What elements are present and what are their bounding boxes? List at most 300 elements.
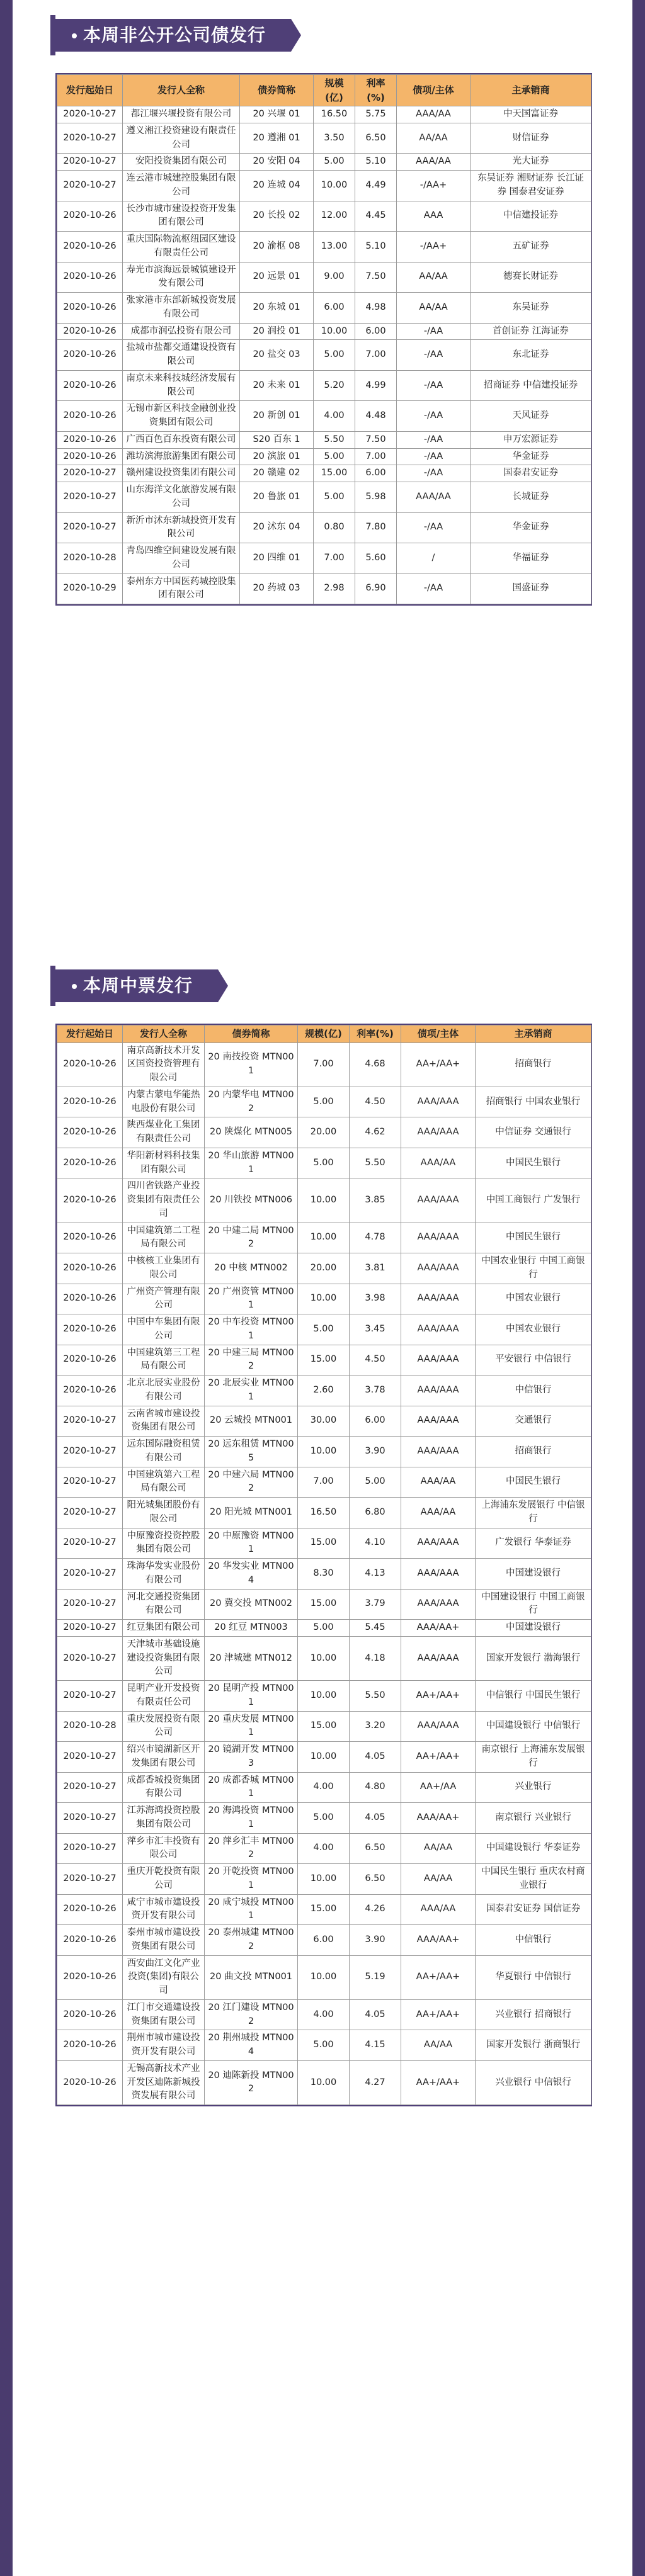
table-cell: 2.98	[314, 573, 355, 604]
table-row	[57, 1711, 591, 1742]
section-title: 本周中票发行	[55, 969, 218, 1002]
table-cell: 5.75	[355, 106, 397, 123]
table-cell: 南京银行 兴业银行	[476, 1803, 591, 1834]
table-cell: -/AA	[397, 431, 471, 448]
table-cell: 成都市润弘投资有限公司	[123, 323, 240, 340]
table-cell: 招商银行	[476, 1437, 591, 1467]
table-cell: 4.98	[355, 293, 397, 324]
table-cell: 20 迪陈新投 MTN002	[205, 2060, 298, 2104]
table-row	[57, 1955, 591, 1999]
table-cell: 20 内蒙华电 MTN002	[205, 1087, 298, 1117]
table-cell: 3.20	[350, 1711, 401, 1742]
table-cell: 20 江门建设 MTN002	[205, 1999, 298, 2030]
table-row	[57, 293, 591, 324]
table-cell: AA/AA	[401, 2030, 476, 2061]
table-row	[57, 573, 591, 604]
table-cell: 20 云城投 MTN001	[205, 1406, 298, 1437]
table-cell: -/AA	[397, 370, 471, 401]
table-cell: 9.00	[314, 262, 355, 293]
table-cell: 2020-10-27	[57, 1620, 123, 1637]
table-cell: 2020-10-26	[57, 1087, 123, 1117]
table-cell: 2020-10-26	[57, 1345, 123, 1376]
table-row	[57, 1314, 591, 1345]
table-cell: 天津城市基础设施建设投资集团有限公司	[123, 1636, 205, 1680]
table-cell: 20 北辰实业 MTN001	[205, 1376, 298, 1406]
table-cell: 2020-10-26	[57, 1042, 123, 1087]
table-cell: 华夏银行 中信银行	[476, 1955, 591, 1999]
table-cell: 南京银行 上海浦东发展银行	[476, 1742, 591, 1773]
table-cell: 5.45	[350, 1620, 401, 1637]
table-cell: 中国建设银行 中国工商银行	[476, 1589, 591, 1620]
table-row	[57, 1528, 591, 1559]
table-cell: 华阳新材料科技集团有限公司	[123, 1148, 205, 1178]
table-cell: 20 咸宁城投 MTN001	[205, 1894, 298, 1925]
column-header: 主承销商	[476, 1025, 591, 1043]
table-cell: 5.19	[350, 1955, 401, 1999]
table-cell: 张家港市东部新城投资发展有限公司	[123, 293, 240, 324]
table-cell: 6.00	[355, 465, 397, 482]
table-row	[57, 1042, 591, 1087]
table-cell: 5.00	[314, 154, 355, 171]
table-cell: 20 遵湘 01	[240, 123, 314, 154]
table-cell: 4.80	[350, 1772, 401, 1803]
table-cell: 2020-10-26	[57, 2030, 123, 2061]
table-cell: 15.00	[298, 1589, 350, 1620]
table-cell: 江门市交通建设投资集团有限公司	[123, 1999, 205, 2030]
table-cell: 20 中原豫资 MTN001	[205, 1528, 298, 1559]
table-cell: 东北证券	[471, 340, 591, 371]
table-cell: 国泰君安证券	[471, 465, 591, 482]
table-cell: AAA/AA	[397, 154, 471, 171]
table-cell: 20 连城 04	[240, 171, 314, 201]
table-cell: 2020-10-26	[57, 431, 123, 448]
table-cell: 重庆开乾投资有限公司	[123, 1864, 205, 1895]
table-cell: 10.00	[298, 2060, 350, 2104]
table-row	[57, 1894, 591, 1925]
table-cell: 中国建设银行	[476, 1620, 591, 1637]
table-cell: 中信证券 交通银行	[476, 1117, 591, 1148]
table-cell: 15.00	[298, 1894, 350, 1925]
column-header: 规模(亿)	[298, 1025, 350, 1043]
table-cell: 中国民生银行	[476, 1148, 591, 1178]
table-cell: 广州资产管理有限公司	[123, 1284, 205, 1314]
column-header: 利率(%)	[350, 1025, 401, 1043]
table-cell: AAA/AAA	[401, 1528, 476, 1559]
table-cell: 成都香城投资集团有限公司	[123, 1772, 205, 1803]
table-cell: 15.00	[298, 1711, 350, 1742]
table-cell: 20 成都香城 MTN001	[205, 1772, 298, 1803]
table-cell: 萍乡市汇丰投资有限公司	[123, 1833, 205, 1864]
table-cell: 3.81	[350, 1253, 401, 1284]
table-row	[57, 323, 591, 340]
table-cell: 6.00	[314, 293, 355, 324]
column-header: 发行起始日	[57, 1025, 123, 1043]
table-cell: 20 重庆发展 MTN001	[205, 1711, 298, 1742]
column-header: 利率(%)	[355, 75, 397, 106]
table-cell: 3.50	[314, 123, 355, 154]
left-frame-border	[0, 0, 13, 2576]
table-cell: 20 萍乡汇丰 MTN002	[205, 1833, 298, 1864]
table-cell: 中国民生银行	[476, 1223, 591, 1253]
table-row	[57, 401, 591, 432]
table-cell: -/AA	[397, 512, 471, 543]
table-cell: 5.50	[350, 1681, 401, 1712]
column-header: 债项/主体	[397, 75, 471, 106]
table-cell: AAA/AAA	[401, 1559, 476, 1590]
table-cell: 2020-10-27	[57, 106, 123, 123]
table-cell: 中信银行	[476, 1925, 591, 1956]
table-cell: 咸宁市城市建设投资开发有限公司	[123, 1894, 205, 1925]
table-cell: 泰州市城市建设投资集团有限公司	[123, 1925, 205, 1956]
table-cell: 青岛四维空间建设发展有限公司	[123, 543, 240, 574]
table-cell: 中国民生银行 重庆农村商业银行	[476, 1864, 591, 1895]
table-cell: 3.79	[350, 1589, 401, 1620]
table-cell: 5.00	[298, 1087, 350, 1117]
table-row	[57, 340, 591, 371]
table-cell: 中信银行 中国民生银行	[476, 1681, 591, 1712]
table-row	[57, 431, 591, 448]
table-cell: 5.00	[298, 1620, 350, 1637]
table-cell: 20 曲文投 MTN001	[205, 1955, 298, 1999]
table-cell: AAA/AAA	[401, 1711, 476, 1742]
table-cell: 4.48	[355, 401, 397, 432]
table-row	[57, 370, 591, 401]
table-cell: 10.00	[298, 1284, 350, 1314]
table-cell: 国家开发银行 渤海银行	[476, 1636, 591, 1680]
table-cell: 国盛证券	[471, 573, 591, 604]
table-cell: 20 沭东 04	[240, 512, 314, 543]
table-cell: 7.00	[355, 340, 397, 371]
table-cell: 16.50	[298, 1498, 350, 1528]
table-cell: 2020-10-26	[57, 293, 123, 324]
table-cell: 6.50	[355, 123, 397, 154]
table-row	[57, 262, 591, 293]
table-cell: 都江堰兴堰投资有限公司	[123, 106, 240, 123]
table-row	[57, 482, 591, 513]
table-cell: 2020-10-27	[57, 1833, 123, 1864]
table-cell: 6.00	[355, 323, 397, 340]
table-cell: 2020-10-27	[57, 465, 123, 482]
table-cell: 兴业银行 招商银行	[476, 1999, 591, 2030]
section-title: 本周非公开公司债发行	[55, 19, 291, 52]
table-cell: 长城证券	[471, 482, 591, 513]
table-cell: 20 海鸿投资 MTN001	[205, 1803, 298, 1834]
table-cell: 7.50	[355, 262, 397, 293]
table-cell: 20 荆州城投 MTN004	[205, 2030, 298, 2061]
table-cell: 13.00	[314, 232, 355, 263]
table-cell: -/AA	[397, 323, 471, 340]
table-cell: 20 冀交投 MTN002	[205, 1589, 298, 1620]
table-cell: 安阳投资集团有限公司	[123, 154, 240, 171]
table-cell: 3.78	[350, 1376, 401, 1406]
table-row	[57, 1803, 591, 1834]
table-cell: AAA/AA	[397, 106, 471, 123]
table-cell: 寿光市滨海远景城镇建设开发有限公司	[123, 262, 240, 293]
table-cell: 20 中建六局 MTN002	[205, 1467, 298, 1498]
table-cell: 中天国富证券	[471, 106, 591, 123]
table-cell: 10.00	[314, 323, 355, 340]
table-row	[57, 1925, 591, 1956]
table-cell: 4.13	[350, 1559, 401, 1590]
table-cell: 5.50	[314, 431, 355, 448]
table-cell: 4.10	[350, 1528, 401, 1559]
table-cell: AAA/AA	[401, 1498, 476, 1528]
table-row	[57, 1833, 591, 1864]
table-cell: AA+/AA+	[401, 1681, 476, 1712]
table-cell: S20 百东 1	[240, 431, 314, 448]
table-cell: 南京高新技术开发区国资投资管理有限公司	[123, 1042, 205, 1087]
table-cell: 10.00	[298, 1864, 350, 1895]
table-cell: 中国建设银行	[476, 1559, 591, 1590]
table-cell: 云南省城市建设投资集团有限公司	[123, 1406, 205, 1437]
table-cell: 国泰君安证券 国信证券	[476, 1894, 591, 1925]
table-row	[57, 1772, 591, 1803]
table-cell: 20 新创 01	[240, 401, 314, 432]
private-bond-table-box	[55, 73, 592, 606]
column-header: 发行人全称	[123, 1025, 205, 1043]
table-cell: 2020-10-27	[57, 1681, 123, 1712]
table-cell: 20 润投 01	[240, 323, 314, 340]
bullet-dot-icon	[72, 984, 77, 989]
private-bond-section	[55, 19, 592, 606]
table-row	[57, 1559, 591, 1590]
table-cell: AAA/AAA	[401, 1284, 476, 1314]
table-cell: 10.00	[298, 1742, 350, 1773]
table-cell: 2020-10-26	[57, 1284, 123, 1314]
column-header: 债券简称	[240, 75, 314, 106]
table-cell: AAA/AA+	[401, 1803, 476, 1834]
table-cell: 中国建筑第六工程局有限公司	[123, 1467, 205, 1498]
table-cell: 远东国际融资租赁有限公司	[123, 1437, 205, 1467]
table-cell: 2020-10-27	[57, 1772, 123, 1803]
table-row	[57, 1284, 591, 1314]
right-frame-border	[632, 0, 645, 2576]
table-cell: 5.50	[350, 1148, 401, 1178]
table-cell: 4.68	[350, 1042, 401, 1087]
table-cell: 2020-10-26	[57, 1376, 123, 1406]
table-cell: 2020-10-26	[57, 1925, 123, 1956]
table-cell: 兴业银行	[476, 1772, 591, 1803]
table-cell: 20 镜湖开发 MTN003	[205, 1742, 298, 1773]
table-cell: 中国民生银行	[476, 1467, 591, 1498]
table-cell: 15.00	[314, 465, 355, 482]
table-cell: 2020-10-27	[57, 1742, 123, 1773]
table-cell: AAA/AA	[397, 482, 471, 513]
table-row	[57, 1589, 591, 1620]
table-cell: 光大证券	[471, 154, 591, 171]
table-cell: 2020-10-27	[57, 1636, 123, 1680]
table-row	[57, 1253, 591, 1284]
table-cell: 7.00	[298, 1042, 350, 1087]
table-row	[57, 1636, 591, 1680]
table-cell: 中国工商银行 广发银行	[476, 1178, 591, 1223]
table-row	[57, 1620, 591, 1637]
column-header: 规模(亿)	[314, 75, 355, 106]
table-cell: 中国建设银行 中信银行	[476, 1711, 591, 1742]
table-cell: 20 昆明产投 MTN001	[205, 1681, 298, 1712]
table-cell: 10.00	[298, 1437, 350, 1467]
table-cell: 2020-10-26	[57, 232, 123, 263]
table-cell: 2020-10-29	[57, 573, 123, 604]
table-cell: 10.00	[298, 1178, 350, 1223]
table-cell: 2020-10-27	[57, 1589, 123, 1620]
table-cell: 4.05	[350, 1742, 401, 1773]
table-cell: 20 中核 MTN002	[205, 1253, 298, 1284]
table-cell: 15.00	[298, 1528, 350, 1559]
table-cell: -/AA	[397, 401, 471, 432]
table-cell: -/AA+	[397, 232, 471, 263]
table-row	[57, 1376, 591, 1406]
table-cell: 2020-10-26	[57, 340, 123, 371]
table-cell: 12.00	[314, 201, 355, 232]
table-cell: 2020-10-26	[57, 1148, 123, 1178]
table-cell: AAA/AAA	[401, 1345, 476, 1376]
table-row	[57, 2060, 591, 2104]
table-cell: 天风证券	[471, 401, 591, 432]
table-row	[57, 123, 591, 154]
table-cell: 河北交通投资集团有限公司	[123, 1589, 205, 1620]
table-cell: AAA/AA	[401, 1467, 476, 1498]
table-cell: 0.80	[314, 512, 355, 543]
table-cell: 16.50	[314, 106, 355, 123]
table-row	[57, 1498, 591, 1528]
article-body	[13, 0, 632, 2576]
table-cell: 20 渝枢 08	[240, 232, 314, 263]
table-cell: 7.80	[355, 512, 397, 543]
table-cell: 10.00	[298, 1223, 350, 1253]
table-cell: 荆州市城市建设投资开发有限公司	[123, 2030, 205, 2061]
table-cell: 5.00	[298, 2030, 350, 2061]
table-cell: 20 安阳 04	[240, 154, 314, 171]
table-cell: AAA/AAA	[401, 1636, 476, 1680]
table-cell: 华金证券	[471, 512, 591, 543]
table-cell: 3.98	[350, 1284, 401, 1314]
mtn-table	[57, 1025, 591, 2105]
table-cell: 交通银行	[476, 1406, 591, 1437]
table-cell: 20 华发实业 MTN004	[205, 1559, 298, 1590]
table-cell: AA+/AA+	[401, 2060, 476, 2104]
table-cell: 2020-10-26	[57, 262, 123, 293]
table-cell: 20 东城 01	[240, 293, 314, 324]
table-cell: 20 南技投资 MTN001	[205, 1042, 298, 1087]
table-cell: 4.15	[350, 2030, 401, 2061]
table-cell: 2020-10-27	[57, 1498, 123, 1528]
table-cell: AAA/AAA	[401, 1253, 476, 1284]
table-cell: 3.90	[350, 1437, 401, 1467]
table-cell: 20 陕煤化 MTN005	[205, 1117, 298, 1148]
table-cell: 20 中建三局 MTN002	[205, 1345, 298, 1376]
table-cell: 申万宏源证券	[471, 431, 591, 448]
table-cell: 5.20	[314, 370, 355, 401]
column-header: 债项/主体	[401, 1025, 476, 1043]
table-cell: 5.00	[298, 1314, 350, 1345]
table-cell: 中核核工业集团有限公司	[123, 1253, 205, 1284]
table-row	[57, 1345, 591, 1376]
table-cell: 20 兴堰 01	[240, 106, 314, 123]
table-cell: 中信银行	[476, 1376, 591, 1406]
table-cell: 招商银行 中国农业银行	[476, 1087, 591, 1117]
table-cell: 遵义湘江投资建设有限责任公司	[123, 123, 240, 154]
table-row	[57, 1087, 591, 1117]
table-cell: 财信证券	[471, 123, 591, 154]
table-row	[57, 1148, 591, 1178]
table-row	[57, 232, 591, 263]
table-cell: 盐城市盐都交通建设投资有限公司	[123, 340, 240, 371]
table-cell: 4.05	[350, 1999, 401, 2030]
table-cell: 长沙市城市建设投资开发集团有限公司	[123, 201, 240, 232]
table-row	[57, 1467, 591, 1498]
table-cell: 连云港市城建控股集团有限公司	[123, 171, 240, 201]
table-cell: 2020-10-26	[57, 1117, 123, 1148]
table-cell: 上海浦东发展银行 中信银行	[476, 1498, 591, 1528]
table-cell: AA+/AA+	[401, 1042, 476, 1087]
table-cell: 20 长投 02	[240, 201, 314, 232]
table-cell: 2020-10-27	[57, 512, 123, 543]
table-cell: 6.50	[350, 1833, 401, 1864]
table-cell: 20 滨旅 01	[240, 448, 314, 465]
table-cell: 4.00	[314, 401, 355, 432]
table-cell: 20 未来 01	[240, 370, 314, 401]
table-row	[57, 2030, 591, 2061]
table-cell: -/AA	[397, 465, 471, 482]
table-cell: AA/AA	[397, 293, 471, 324]
table-cell: 5.10	[355, 232, 397, 263]
table-cell: 赣州建设投资集团有限公司	[123, 465, 240, 482]
table-cell: 2020-10-26	[57, 1178, 123, 1223]
table-cell: 新沂市沭东新城投资开发有限公司	[123, 512, 240, 543]
table-cell: 5.00	[298, 1148, 350, 1178]
table-cell: 山东海洋文化旅游发展有限公司	[123, 482, 240, 513]
table-cell: 20 中车投资 MTN001	[205, 1314, 298, 1345]
table-cell: 2020-10-27	[57, 1528, 123, 1559]
table-cell: 6.50	[350, 1864, 401, 1895]
table-cell: 广发银行 华泰证券	[476, 1528, 591, 1559]
table-cell: 3.45	[350, 1314, 401, 1345]
table-cell: 20 药城 03	[240, 573, 314, 604]
table-cell: AA/AA	[397, 262, 471, 293]
table-cell: 20 广州资管 MTN001	[205, 1284, 298, 1314]
table-row	[57, 448, 591, 465]
table-cell: 四川省铁路产业投资集团有限责任公司	[123, 1178, 205, 1223]
table-cell: 五矿证券	[471, 232, 591, 263]
table-cell: 潍坊滨海旅游集团有限公司	[123, 448, 240, 465]
table-cell: 20.00	[298, 1253, 350, 1284]
table-cell: 5.00	[350, 1467, 401, 1498]
table-cell: 4.00	[298, 1999, 350, 2030]
table-cell: 10.00	[298, 1681, 350, 1712]
table-cell: 2020-10-26	[57, 2060, 123, 2104]
table-cell: 红豆集团有限公司	[123, 1620, 205, 1637]
table-cell: 7.00	[298, 1467, 350, 1498]
table-cell: AAA/AAA	[401, 1223, 476, 1253]
table-cell: 5.98	[355, 482, 397, 513]
table-cell: 2020-10-26	[57, 401, 123, 432]
table-cell: 10.00	[314, 171, 355, 201]
table-cell: AA+/AA	[401, 1772, 476, 1803]
table-cell: 2020-10-26	[57, 1894, 123, 1925]
table-cell: 2020-10-28	[57, 543, 123, 574]
table-cell: 4.50	[350, 1345, 401, 1376]
table-cell: 20 盐交 03	[240, 340, 314, 371]
table-cell: 中国中车集团有限公司	[123, 1314, 205, 1345]
table-header-row	[57, 1025, 591, 1043]
table-cell: 5.60	[355, 543, 397, 574]
table-cell: AAA/AA+	[401, 1620, 476, 1637]
table-row	[57, 1742, 591, 1773]
table-cell: 绍兴市镜湖新区开发集团有限公司	[123, 1742, 205, 1773]
table-cell: 中国农业银行	[476, 1314, 591, 1345]
table-cell: 德赛长财证券	[471, 262, 591, 293]
